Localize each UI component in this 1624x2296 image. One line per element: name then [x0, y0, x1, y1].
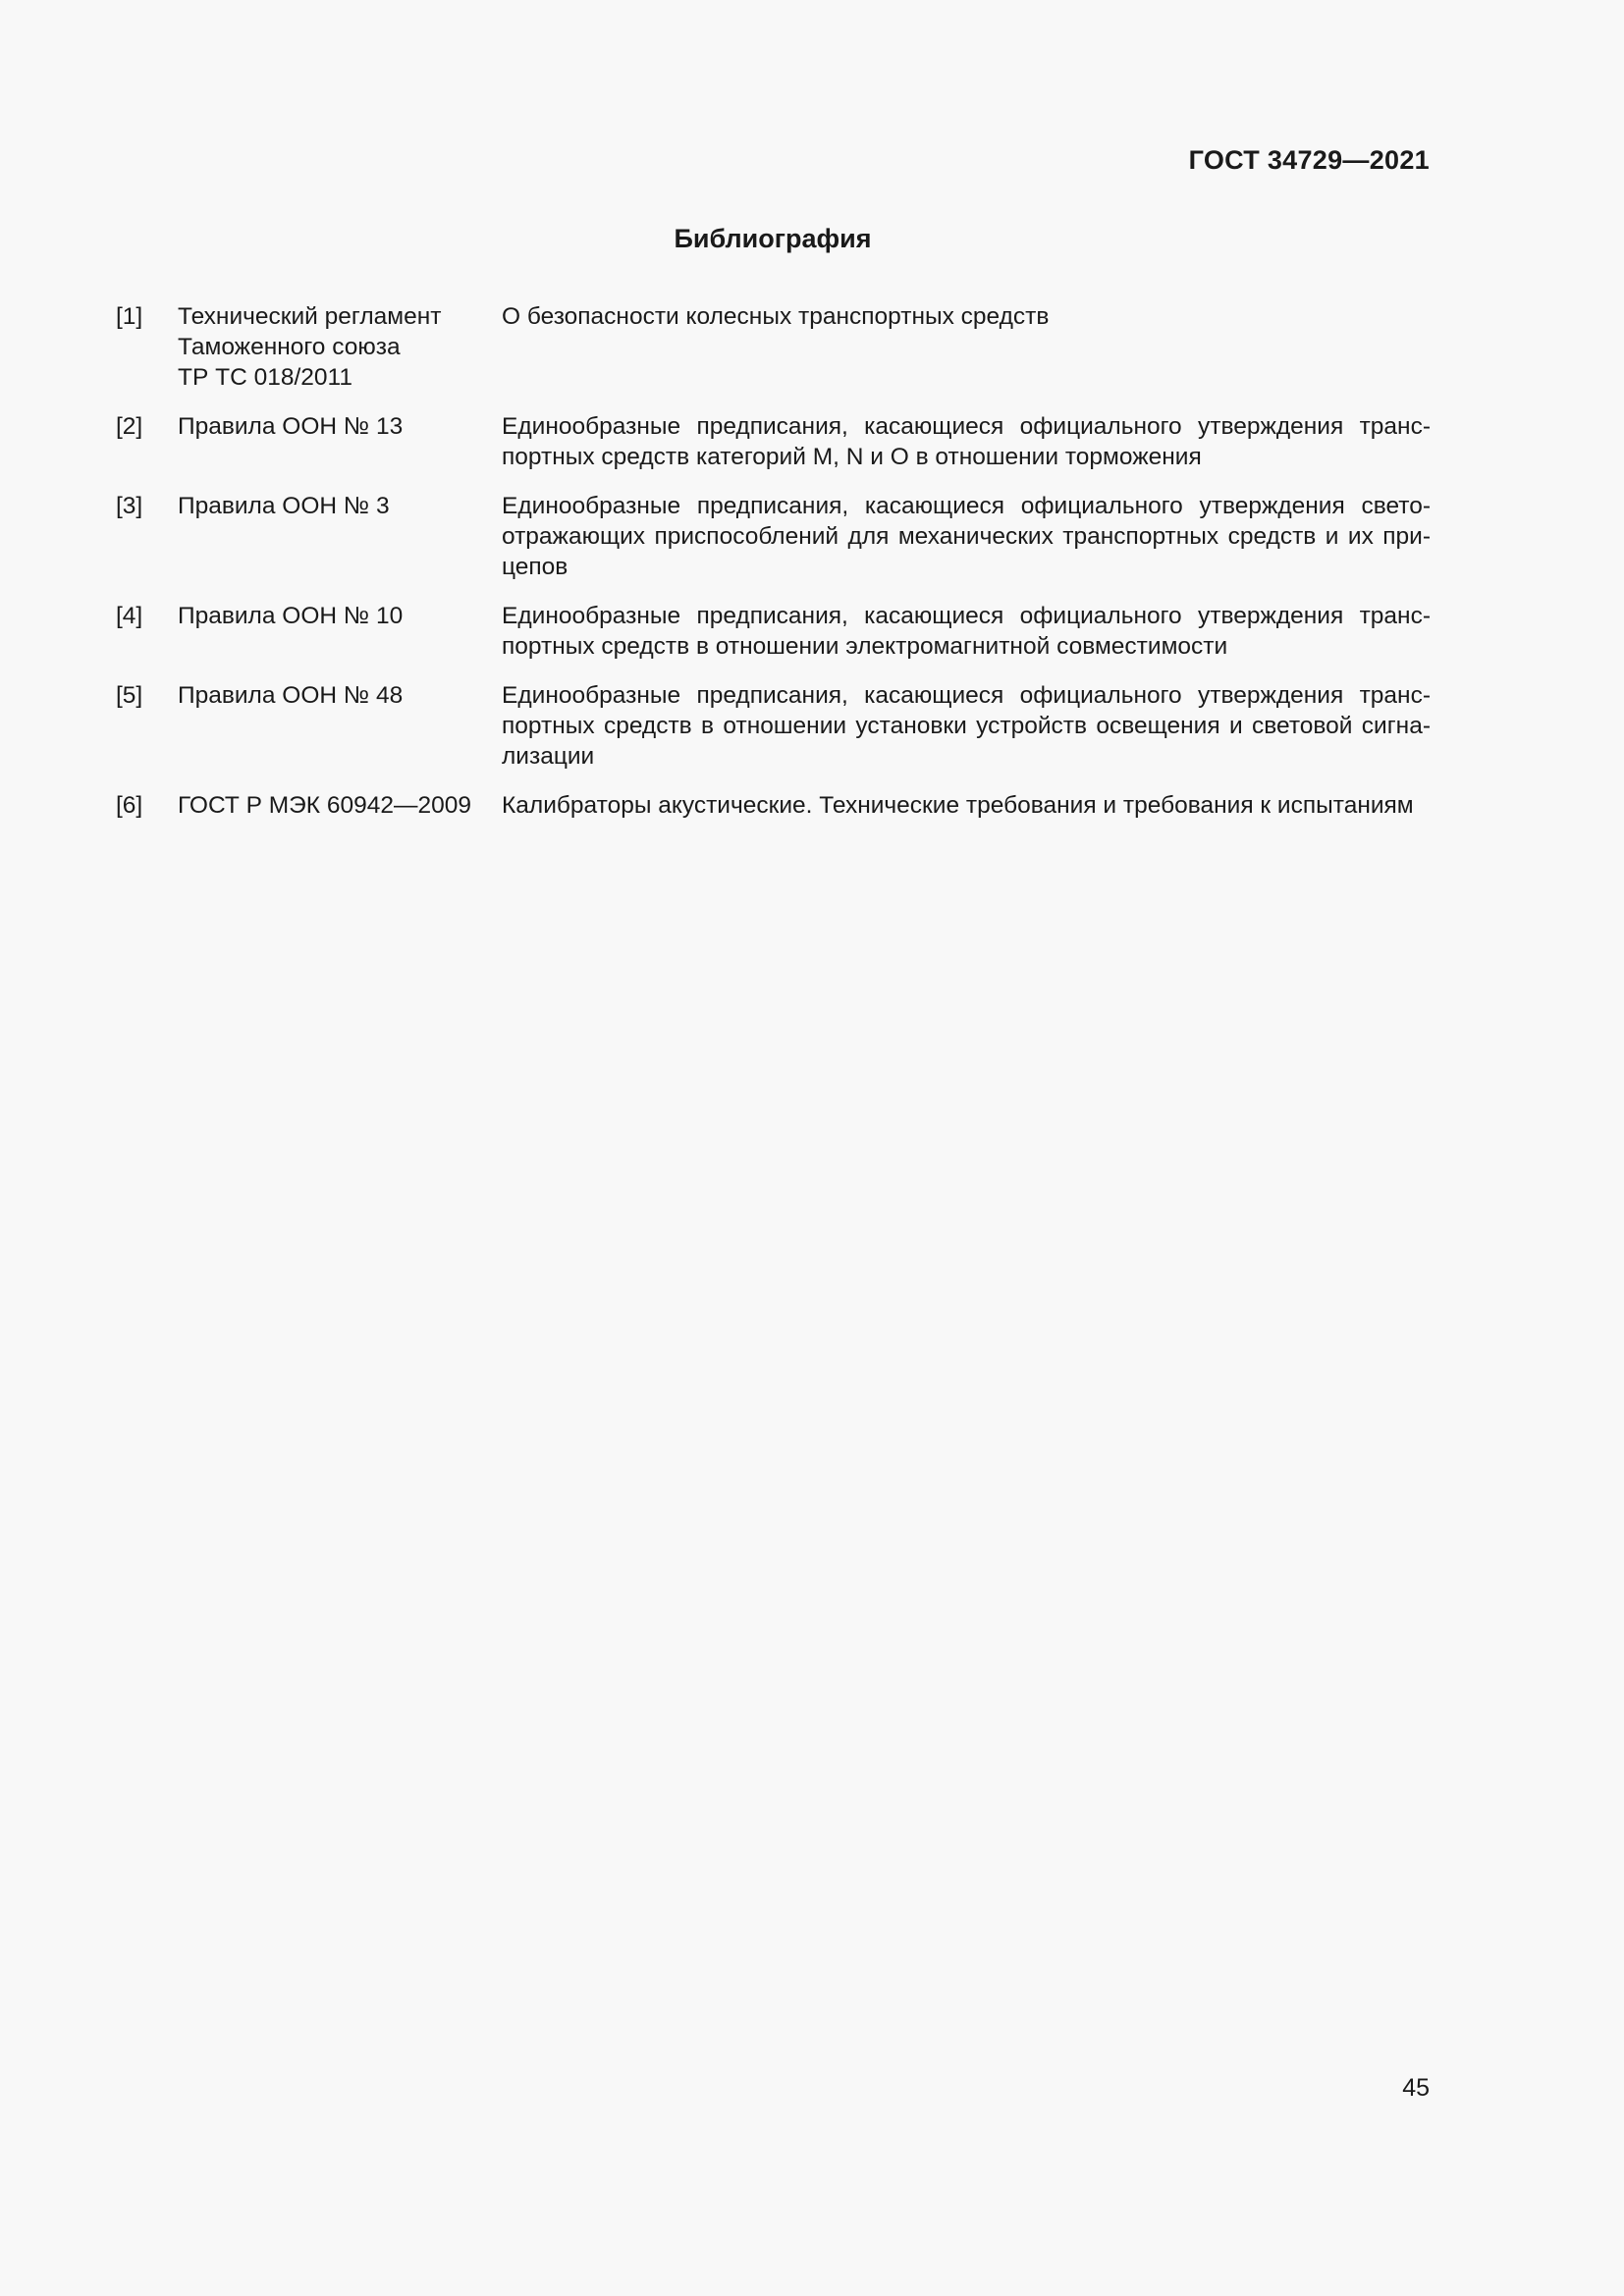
reference-line: ТР ТС 018/2011	[178, 364, 352, 391]
entry-description	[502, 680, 1431, 772]
section-title: Библиография	[674, 224, 872, 253]
entry-reference	[178, 301, 502, 393]
entry-reference	[178, 411, 502, 472]
bibliography-entry-1	[116, 301, 1431, 393]
reference-line: Технический регламент	[178, 303, 442, 330]
entry-number: [3]	[116, 493, 143, 519]
bibliography-entry-5	[116, 680, 1431, 772]
description-line: портных средств категорий М, N и О в отношении торможения	[502, 444, 1202, 470]
reference-line: Правила ООН № 13	[178, 413, 404, 440]
description-line: Единообразные предписания, касающиеся официального утверждения свето-	[502, 493, 1431, 519]
description-line: лизации	[502, 743, 595, 770]
description-line: портных средств в отношении установки устройств освещения и световой сигна-	[502, 713, 1431, 739]
entry-description	[502, 301, 1431, 393]
entry-number: [6]	[116, 792, 143, 819]
entry-reference	[178, 601, 502, 662]
bibliography-list	[116, 301, 1431, 839]
description-line: Единообразные предписания, касающиеся официального утверждения транс-	[502, 682, 1431, 709]
entry-number: [4]	[116, 603, 143, 629]
entry-description	[502, 491, 1431, 582]
reference-line: Таможенного союза	[178, 334, 401, 360]
description-line: отражающих приспособлений для механических транспортных средств и их при-	[502, 523, 1431, 550]
document-code: ГОСТ 34729—2021	[1188, 145, 1430, 175]
entry-description	[502, 790, 1431, 821]
reference-line: Правила ООН № 48	[178, 682, 404, 709]
entry-number: [5]	[116, 682, 143, 709]
entry-reference	[178, 790, 502, 821]
bibliography-entry-3	[116, 491, 1431, 582]
bibliography-entry-4	[116, 601, 1431, 662]
entry-number: [1]	[116, 303, 143, 330]
page-number: 45	[1402, 2074, 1430, 2102]
description-line: цепов	[502, 554, 568, 580]
entry-number: [2]	[116, 413, 143, 440]
description-line: О безопасности колесных транспортных средств	[502, 303, 1050, 330]
reference-line: Правила ООН № 3	[178, 493, 390, 519]
entry-reference	[178, 680, 502, 772]
reference-line: Правила ООН № 10	[178, 603, 404, 629]
description-line: Единообразные предписания, касающиеся официального утверждения транс-	[502, 413, 1431, 440]
bibliography-entry-6	[116, 790, 1431, 821]
bibliography-entry-2	[116, 411, 1431, 472]
entry-reference	[178, 491, 502, 582]
description-line: Единообразные предписания, касающиеся официального утверждения транс-	[502, 603, 1431, 629]
description-line: Калибраторы акустические. Технические требования и требования к испытаниям	[502, 792, 1414, 819]
reference-line: ГОСТ Р МЭК 60942—2009	[178, 792, 471, 819]
entry-description	[502, 411, 1431, 472]
description-line: портных средств в отношении электромагнитной совместимости	[502, 633, 1228, 660]
entry-description	[502, 601, 1431, 662]
